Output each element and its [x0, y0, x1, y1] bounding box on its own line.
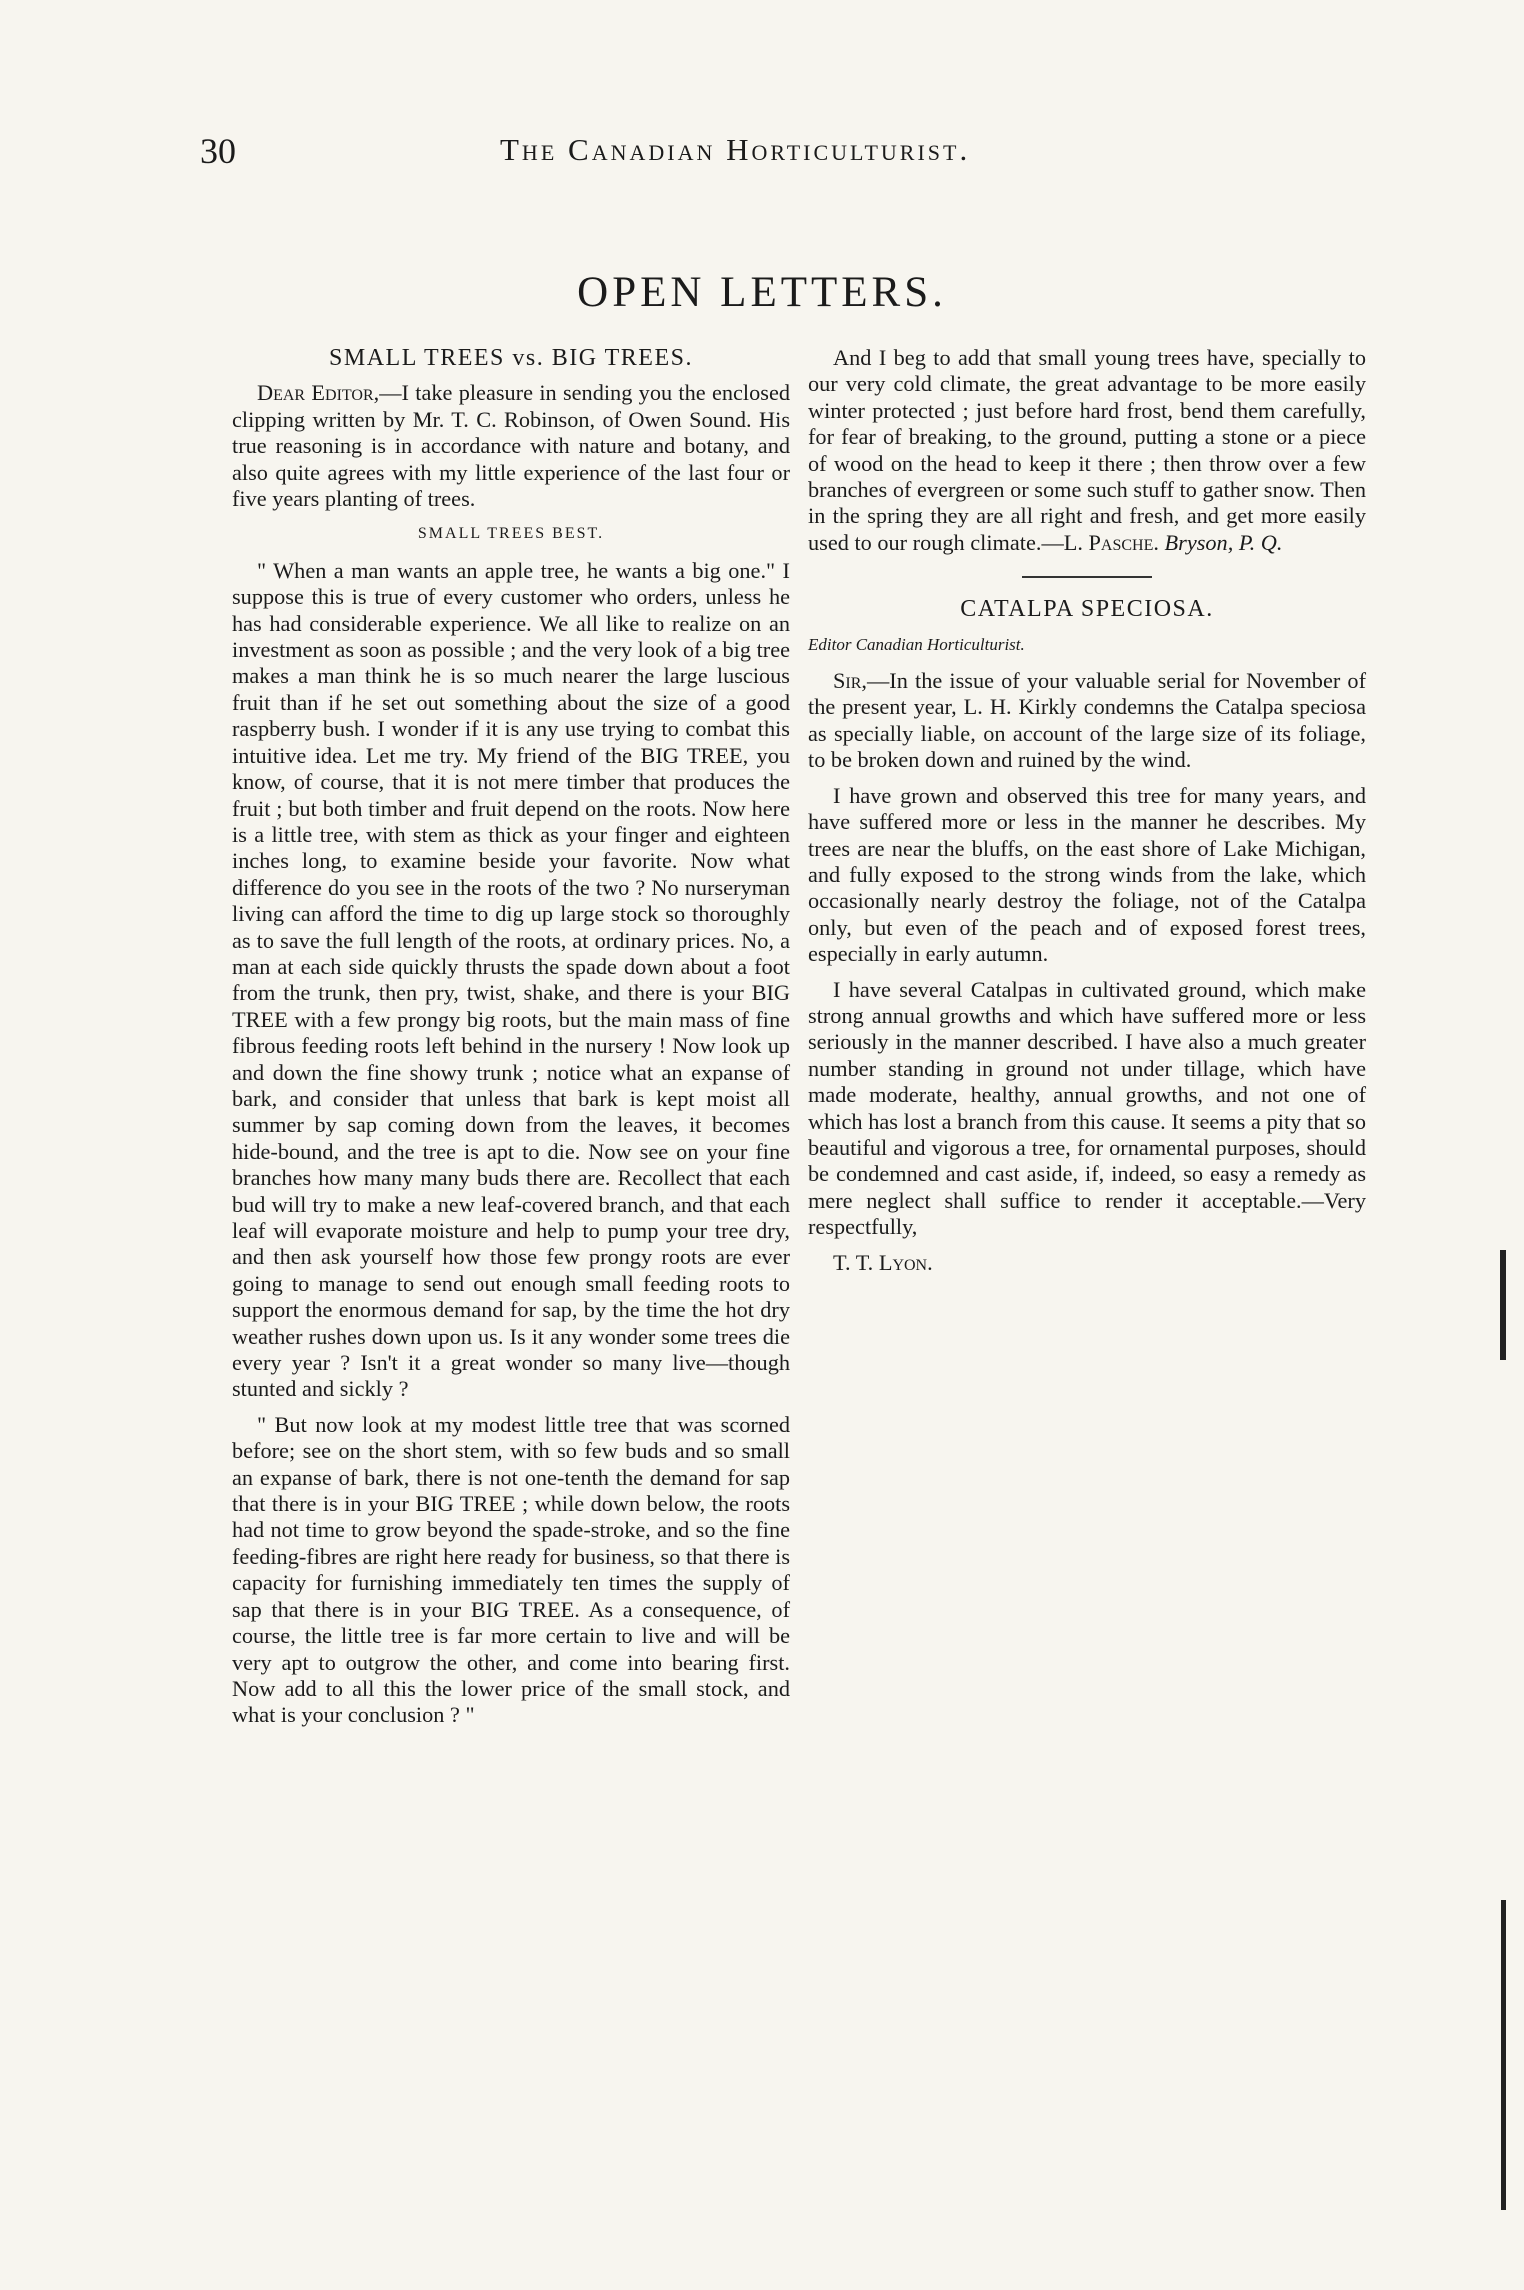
- scan-edge-mark: [1500, 1250, 1506, 1360]
- article1-paragraph-3: [808, 345, 1366, 556]
- article1-paragraph-2: " But now look at my modest little tree that was scorned before; see on the short stem, with so few buds and so small an expanse of bark, there is not one-tenth the demand for sap that there is in your BIG TREE ; while down below, the roots had not time to grow beyond the spade-stroke, and so the fine feeding-fibres are right here ready for business, so that there is capacity for furnishing immediately ten times the supply of sap that there is in your BIG TREE. As a consequence, of course, the little tree is far more certain to live and will be very apt to outgrow the other, and come into bearing first. Now add to all this the lower price of the small stock, and what is your conclusion ? ": [232, 1411, 790, 1728]
- section-title: OPEN LETTERS.: [577, 269, 947, 316]
- article2-signature: T. T. Lyon.: [833, 1249, 933, 1275]
- article1-signature-name: L. Pasche.: [1063, 529, 1159, 555]
- article-title-small-trees: SMALL TREES vs. BIG TREES.: [329, 345, 693, 371]
- scan-edge-mark: [1501, 1900, 1506, 2210]
- article2-paragraph-2: I have grown and observed this tree for many years, and have suffered more or less in the manner he describes. My trees are near the bluffs, on the east shore of Lake Michigan, and fully exposed to the strong winds from the lake, which occasionally nearly destroy the foliage, not of the Catalpa only, but even of the peach and of exposed forest trees, especially in early autumn.: [808, 782, 1366, 967]
- page-number: 30: [200, 131, 236, 171]
- article1-subheading: SMALL TREES BEST.: [417, 525, 605, 543]
- article2-paragraph-1: [808, 668, 1366, 774]
- article2-paragraph-1-text: —In the issue of your valuable serial for November of the present year, L. H. Kirkly condemns the Catalpa speciosa as specially liable, on account of the large size of its foliage, to be broken down and ruined by the wind.: [808, 668, 1366, 773]
- article1-paragraph-3-text: And I beg to add that small young trees have, specially to our very cold climate, the great advantage to be more easily winter protected ; just before hard frost, bend them carefully, for fear of breaking, to the ground, putting a stone or a piece of wood on the head to keep it there ; then throw over a few branches of evergreen or some such stuff to gather snow. Then in the spring they are all right and fresh, and get more easily used to our rough climate.—: [808, 345, 1366, 555]
- article1-salutation: Dear Editor,: [257, 380, 380, 406]
- running-head: The Canadian Horticulturist.: [500, 132, 971, 167]
- article2-addressee: Editor Canadian Horticulturist.: [808, 634, 1025, 654]
- article1-paragraph-1: " When a man wants an apple tree, he wants a big one." I suppose this is true of every customer who orders, unless he has had considerable experience. We all like to realize on an investment as soon as possible ; and the very look of a big tree makes a man think he is so much nearer the large luscious fruit than if he set out something about the size of a good raspberry bush. I wonder if it is any use trying to combat this intuitive idea. Let me try. My friend of the BIG TREE, you know, of course, that it is not mere timber that produces the fruit ; but both timber and fruit depend on the roots. Now here is a little tree, with stem as thick as your finger and eighteen inches long, to examine beside your favorite. Now what difference do you see in the roots of the two ? No nurseryman living can afford the time to dig up large stock so thoroughly as to save the full length of the roots, at ordinary prices. No, a man at each side quickly thrusts the spade down about a foot from the trunk, then pry, twist, shake, and there is your BIG TREE with a few prongy big roots, but the main mass of fine fibrous feeding roots left behind in the nursery ! Now look up and down the fine showy trunk ; notice what an expanse of bark, and consider that unless that bark is kept moist all summer by sap coming down from the leaves, it becomes hide-bound, and the tree is apt to die. Now see on your fine branches how many many buds there are. Recollect that each bud will try to make a new leaf-covered branch, and that each leaf will evaporate moisture and help to pump your tree dry, and then ask yourself how those few prongy roots are ever going to manage to send out enough small feeding roots to support the enormous demand for sap, by the time the hot dry weather rushes down upon us. Is it any wonder some trees die every year ? Isn't it a great wonder so many live—though stunted and sickly ?: [232, 557, 790, 1402]
- right-column: [808, 345, 1366, 1285]
- left-column: [232, 345, 790, 1738]
- article-title-catalpa: CATALPA SPECIOSA.: [960, 596, 1214, 623]
- article2-paragraph-3: I have several Catalpas in cultivated ground, which make strong annual growths and which have suffered more or less seriously in the manner described. I have also a much greater number standing in ground not under tillage, which have made moderate, healthy, annual growths, and not one of which has lost a branch from this cause. It seems a pity that so beautiful and vigorous a tree, for ornamental purposes, should be condemned and cast aside, if, indeed, so easy a remedy as mere neglect shall suffice to render it acceptable.—Very respectfully,: [808, 976, 1366, 1240]
- article-divider: [1022, 576, 1152, 578]
- article1-signature-place: Bryson, P. Q.: [1164, 529, 1283, 555]
- article1-intro-text: —I take pleasure in sending you the enclosed clipping written by Mr. T. C. Robinson, of Owen Sound. His true reasoning is in accordance with nature and botany, and also quite agrees with my little experience of the last four or five years planting of trees.: [232, 380, 790, 512]
- page-header: [200, 130, 1380, 190]
- article2-salutation: Sir,: [833, 668, 867, 694]
- article1-intro: [232, 380, 790, 512]
